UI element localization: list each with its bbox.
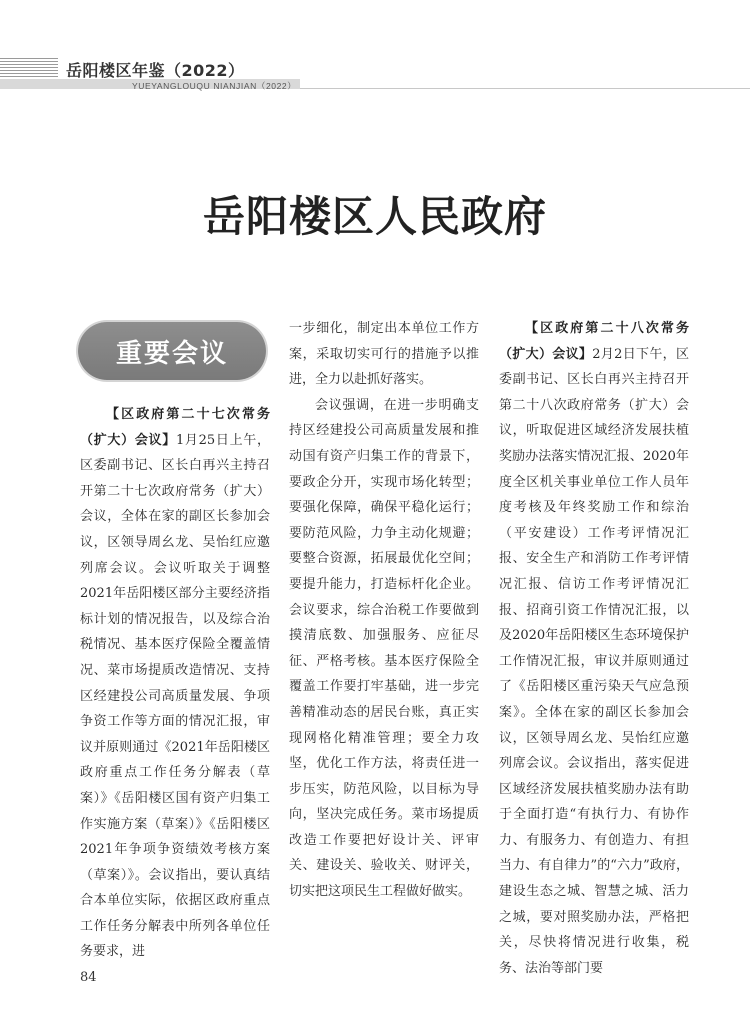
text-column-1 bbox=[80, 402, 270, 965]
yearbook-title: 岳阳楼区年鉴（2022） bbox=[66, 61, 245, 80]
paragraph bbox=[289, 316, 479, 393]
text-column-2 bbox=[289, 316, 479, 905]
section-badge bbox=[78, 322, 266, 380]
article-heading: 【区政府第二十七次常务（扩大）会议】 bbox=[80, 407, 270, 448]
page-title: 岳阳楼区人民政府 bbox=[202, 192, 547, 241]
paragraph bbox=[80, 402, 270, 965]
article-body: 会议强调，在进一步明确支持区经建投公司高质量发展和推动国有资产归集工作的背景下，要政企分开，实现市场化转型；要强化保障，确保平稳化运行；要防范风险，力争主动化规避；要整合资源，拓展最优化空间；要提升能力，打造标杆化企业。会议要求，综合治税工作要做到摸清底数、加强服务、应征尽征、严格考核。基本医疗保险全覆盖工作要打牢基础，进一步完善精准动态的居民台账，真正实现网格化精准管理；要全力攻坚，优化工作方法，将责任进一步压实，防范风险，以目标为导向，坚决完成任务。菜市场提质改造工作要把好设计关、评审关、建设关、验收关、财评关，切实把这项民生工程做好做实。 bbox=[289, 397, 479, 900]
paragraph bbox=[499, 316, 689, 981]
section-badge-label: 重要会议 bbox=[115, 338, 228, 369]
header-rule bbox=[300, 88, 750, 89]
page-number: 84 bbox=[80, 970, 97, 985]
article-heading: 【区政府第二十八次常务（扩大）会议】 bbox=[499, 321, 689, 362]
paragraph bbox=[289, 393, 479, 905]
text-column-3 bbox=[499, 316, 689, 981]
article-body: 1月25日上午，区委副书记、区长白再兴主持召开第二十七次政府常务（扩大）会议，全体在家的副区长参加会议，区领导周幺龙、吴怡红应邀列席会议。会议听取关于调整2021年岳阳楼区部分主要经济指标计划的情况报告，以及综合治税情况、基本医疗保险全覆盖情况、菜市场提质改造情况、支持区经建投公司高质量发展、争项争资工作等方面的情况汇报，审议并原则通过《2021年岳阳楼区政府重点工作任务分解表（草案）》《岳阳楼区国有资产归集工作实施方案（草案）》《岳阳楼区2021年争项争资绩效考核方案（草案）》。会议指出，要认真结合本单位实际，依据区政府重点工作任务分解表中所列各单位任务要求，进 bbox=[80, 432, 270, 960]
article-body-continued: 一步细化，制定出本单位工作方案，采取切实可行的措施予以推进，全力以赴抓好落实。 bbox=[289, 321, 479, 388]
article-body: 2月2日下午，区委副书记、区长白再兴主持召开第二十八次政府常务（扩大）会议，听取促进区域经济发展扶植奖励办法落实情况汇报、2020年度全区机关事业单位工作人员年度考核及年终奖励工作和综治（平安建设）工作考评情况汇报、安全生产和消防工作考评情况汇报、信访工作考评情况汇报、招商引资工作情况汇报，以及2020年岳阳楼区生态环境保护工作情况汇报，审议并原则通过了《岳阳楼区重污染天气应急预案》。全体在家的副区长参加会议，区领导周幺龙、吴怡红应邀列席会议。会议指出，落实促进区域经济发展扶植奖励办法有助于全面打造“有执行力、有协作力、有服务力、有创造力、有担当力、有自律力”的“六力”政府，建设生态之城、智慧之城、活力之城，要对照奖励办法，严格把关，尽快将情况进行收集，税务、法治等部门要 bbox=[499, 346, 689, 976]
yearbook-subtitle: YUEYANGLOUQU NIANJIAN（2022） bbox=[132, 81, 297, 91]
